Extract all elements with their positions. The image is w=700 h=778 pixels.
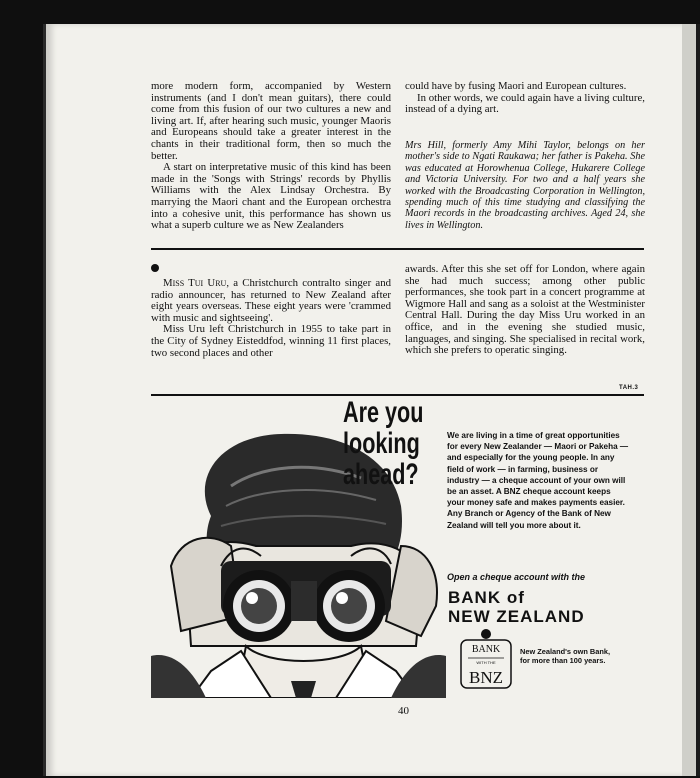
page-number: 40 bbox=[398, 705, 409, 717]
ad-cta: Open a cheque account with the bbox=[447, 572, 586, 582]
bnz-tagline-line: New Zealand's own Bank, bbox=[520, 647, 611, 656]
bank-name-line: BANK of bbox=[448, 588, 525, 607]
ad-body bbox=[447, 430, 630, 531]
article-paragraph: could have by fusing Maori and European cultures. bbox=[405, 80, 627, 92]
ad-headline-line: looking bbox=[343, 427, 420, 460]
article-paragraph: A start on interpretative music of this kind has been made in the 'Songs with Strings' records by Phyllis Williams with the Alex Lindsay Orchestra. By marrying the Maori chant and the European orchestra into a cohesive unit, this performance has shown us what a superb culture we as New Zealanders bbox=[151, 161, 391, 232]
article-right-column bbox=[405, 81, 645, 116]
author-bio bbox=[405, 140, 645, 231]
bnz-tagline-line: for more than 100 years. bbox=[520, 656, 606, 665]
bnz-logo-bank: BANK bbox=[471, 644, 501, 655]
article-left-column bbox=[151, 81, 391, 232]
bnz-logo-with: WITH THE bbox=[476, 660, 496, 665]
news-paragraph: awards. After this she set off for London, where again she had much success; among other public performances, she took part in a concert programme at Wigmore Hall and sang as a soloist at the Westminister Central Hall. During the day Miss Uru worked in an office, and in the evening she studied music, languages, and singing. She specialised in recital work, which she prefers to operatic singing. bbox=[405, 263, 645, 357]
news-text: , a Christchurch contralto singer and radio announcer, has returned to New Zealand after eight years overseas. These eight years were 'crammed with music and sightseeing'. bbox=[151, 277, 391, 324]
article-paragraph: more modern form, accompanied by Western instruments (and I don't mean guitars), there could come from this fusion of our two cultures a new and living art. If, after hearing such music, younger Maoris and Europeans should take a greater interest in the chants in their traditional form, then so much the better. bbox=[151, 80, 391, 162]
section-divider bbox=[151, 248, 644, 250]
news-paragraph: Miss Uru left Christchurch in 1955 to take part in the City of Sydney Eisteddfod, winning 11 first places, two second places and other bbox=[151, 323, 391, 359]
ad-headline-line: Are you bbox=[343, 396, 424, 429]
ad-body-text: We are living in a time of great opportunities for every New Zealander — Maori or Pakeha — and especially for the young people. In any field of work — in farming, business or industry — a cheque account of your own will be an asset. A BNZ cheque account keeps your money safe and makes payments easier. Any Branch or Agency of the Bank of New Zealand will tell you more about it. bbox=[447, 431, 629, 530]
bnz-tagline bbox=[520, 647, 610, 665]
news-name: Miss Tui Uru bbox=[163, 277, 227, 289]
bnz-logo bbox=[460, 628, 512, 690]
author-bio-text: Mrs Hill, formerly Amy Mihi Taylor, belongs on her mother's side to Ngati Raukawa; her father is Pakeha. She was educated at Horowhenua College, Hukarere College and Victoria University. For two and a half years she worked with the Broadcasting Corporation in Wellington, spending much of this time studying and classifying the Maori records in the broadcasting archives. Aged 24, she lives in Wellington. bbox=[405, 140, 645, 231]
ad-credit: TAH.3 bbox=[619, 385, 639, 391]
news-right-column bbox=[405, 264, 645, 357]
bank-name bbox=[448, 588, 585, 626]
page-edge bbox=[679, 24, 700, 776]
news-left-column bbox=[151, 278, 391, 359]
ad-headline-line: ahead? bbox=[343, 458, 419, 491]
bnz-logo-bnz: BNZ bbox=[469, 668, 503, 687]
bullet-icon bbox=[151, 264, 159, 272]
ad-headline bbox=[343, 397, 423, 490]
bank-name-line: NEW ZEALAND bbox=[448, 607, 585, 626]
article-paragraph: In other words, we could again have a living culture, instead of a dying art. bbox=[405, 91, 645, 116]
